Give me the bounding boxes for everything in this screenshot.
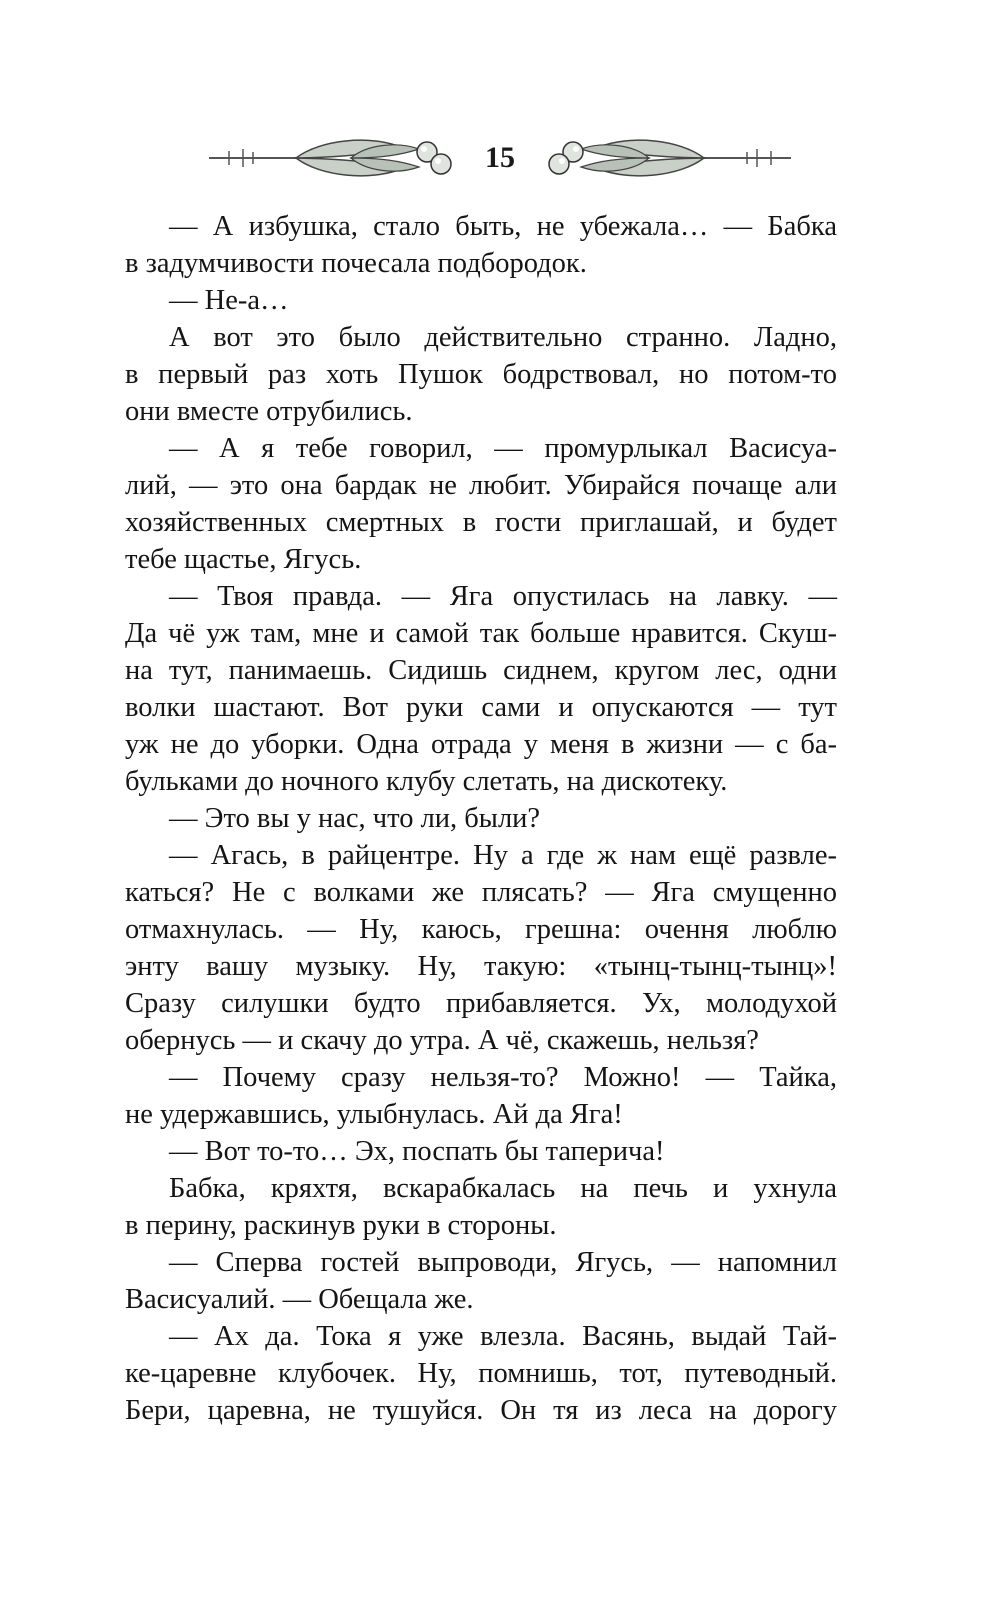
paragraph [125, 1133, 837, 1170]
body-text [125, 208, 837, 1429]
text-line: Бери, царевна, не тушуйся. Он тя из леса на дорогу [125, 1395, 837, 1426]
text-line: — Почему сразу нельзя-то? Можно! — Тайка, [169, 1062, 837, 1093]
text-line: в перину, раскинув руки в стороны. [125, 1210, 557, 1241]
text-line: — Сперва гостей выпроводи, Ягусь, — напомнил [169, 1247, 837, 1278]
text-line: Да чё уж там, мне и самой так больше нравится. Скуш- [125, 618, 837, 649]
text-line: — А я тебе говорил, — промурлыкал Васисуа- [169, 433, 837, 464]
text-line: тебе щастье, Ягусь. [125, 544, 362, 575]
page-number: 15 [485, 141, 515, 174]
text-line: — Это вы у нас, что ли, были? [169, 803, 541, 834]
text-line: в первый раз хоть Пушок бодрствовал, но потом-то [125, 359, 837, 390]
text-line: они вместе отрубились. [125, 396, 413, 427]
paragraph [125, 282, 837, 319]
text-line: — Ах да. Тока я уже влезла. Васянь, выдай Тай- [169, 1321, 837, 1352]
text-line: — Вот то-то… Эх, поспать бы таперича! [169, 1136, 665, 1167]
paragraph [125, 1318, 837, 1429]
text-line: — Агась, в райцентре. Ну а где ж нам ещё развле- [169, 840, 837, 871]
text-line: уж не до уборки. Одна отрада у меня в жизни — с ба- [125, 729, 837, 760]
text-line: на тут, панимаешь. Сидишь сиднем, кругом лес, одни [125, 655, 837, 686]
text-line: в задумчивости почесала подбородок. [125, 248, 587, 279]
right-leaf-ornament [529, 133, 799, 183]
text-line: обернусь — и скачу до утра. А чё, скажешь, нельзя? [125, 1025, 759, 1056]
paragraph [125, 1244, 837, 1318]
page-header [0, 128, 1000, 188]
text-line: бульками до ночного клубу слетать, на дискотеку. [125, 766, 728, 797]
text-line: — Не-а… [169, 285, 289, 316]
text-line: Бабка, кряхтя, вскарабкалась на печь и ухнула [169, 1173, 837, 1204]
text-line: А вот это было действительно странно. Ладно, [169, 322, 837, 353]
paragraph [125, 1059, 837, 1133]
text-line: ке-царевне клубочек. Ну, помнишь, тот, путеводный. [125, 1358, 837, 1389]
paragraph [125, 319, 837, 430]
text-line: — Твоя правда. — Яга опустилась на лавку. — [169, 581, 837, 612]
paragraph [125, 837, 837, 1059]
text-line: — А избушка, стало быть, не убежала… — Бабка [169, 211, 837, 242]
text-line: Васисуалий. — Обещала же. [125, 1284, 474, 1315]
left-leaf-ornament [201, 133, 471, 183]
text-line: отмахнулась. — Ну, каюсь, грешна: очення люблю [125, 914, 837, 945]
text-line: Сразу силушки будто прибавляется. Ух, молодухой [125, 988, 837, 1019]
text-line: не удержавшись, улыбнулась. Ай да Яга! [125, 1099, 623, 1130]
paragraph [125, 800, 837, 837]
text-line: волки шастают. Вот руки сами и опускаются — тут [125, 692, 837, 723]
text-line: лий, — это она бардак не любит. Убирайся почаще али [125, 470, 837, 501]
paragraph [125, 208, 837, 282]
paragraph [125, 1170, 837, 1244]
text-line: энту вашу музыку. Ну, такую: «тынц-тынц-тынц»! [125, 951, 837, 982]
paragraph [125, 430, 837, 578]
paragraph [125, 578, 837, 800]
text-line: хозяйственных смертных в гости приглашай, и будет [125, 507, 837, 538]
text-line: каться? Не с волками же плясать? — Яга смущенно [125, 877, 837, 908]
